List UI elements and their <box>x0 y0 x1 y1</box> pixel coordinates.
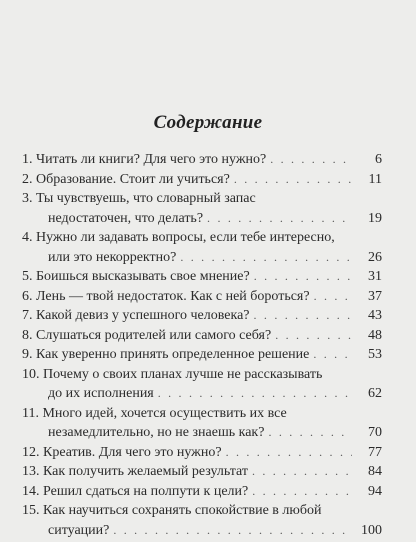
toc-entry[interactable] <box>22 289 382 309</box>
toc-entry-number: 7. <box>22 308 36 324</box>
dot-leader <box>252 464 352 479</box>
toc-entry-line <box>22 230 382 250</box>
toc-entry-line <box>22 289 382 309</box>
toc-entry-line <box>22 425 382 445</box>
toc-entry[interactable] <box>22 406 382 445</box>
toc-entry-number: 2. <box>22 172 36 188</box>
toc-page-number: 62 <box>356 386 382 402</box>
toc-entry[interactable] <box>22 328 382 348</box>
dot-leader <box>268 425 352 440</box>
toc-entry-title: Образование. Стоит ли учиться? <box>36 172 230 188</box>
dot-leader <box>158 386 352 401</box>
toc-entry-line <box>22 367 382 387</box>
toc-entry-title: Решил сдаться на полпути к цели? <box>43 484 248 500</box>
toc-page-number: 43 <box>356 308 382 324</box>
toc-entry-line <box>22 484 382 504</box>
toc-entry[interactable] <box>22 503 382 542</box>
show-through-text <box>0 0 416 110</box>
toc-entry-title: Ты чувствуешь, что словарный запас <box>36 191 256 207</box>
toc-entry[interactable] <box>22 172 382 192</box>
toc-page-number: 48 <box>356 328 382 344</box>
toc-entry[interactable] <box>22 308 382 328</box>
toc-entry-number: 13. <box>22 464 43 480</box>
toc-entry-line <box>22 250 382 270</box>
dot-leader <box>313 347 352 362</box>
dot-leader <box>314 289 352 304</box>
dot-leader <box>234 172 352 187</box>
toc-entry-line <box>22 211 382 231</box>
page-title: Содержание <box>0 112 416 134</box>
table-of-contents <box>22 152 382 542</box>
toc-entry[interactable] <box>22 484 382 504</box>
toc-entry-number: 11. <box>22 406 42 422</box>
toc-entry-line <box>22 347 382 367</box>
toc-page-number: 70 <box>356 425 382 441</box>
dot-leader <box>254 308 352 323</box>
toc-entry-title: недостаточен, что делать? <box>48 211 203 227</box>
toc-entry-title: Какой девиз у успешного человека? <box>36 308 250 324</box>
toc-entry-number: 4. <box>22 230 36 246</box>
toc-entry-number: 1. <box>22 152 36 168</box>
dot-leader <box>207 211 352 226</box>
toc-entry-title: Почему о своих планах лучше не рассказывать <box>43 367 322 383</box>
toc-page-number: 77 <box>356 445 382 461</box>
toc-entry[interactable] <box>22 367 382 406</box>
toc-entry-number: 12. <box>22 445 43 461</box>
toc-entry[interactable] <box>22 230 382 269</box>
dot-leader <box>226 445 352 460</box>
toc-entry-title: Боишься высказывать свое мнение? <box>36 269 250 285</box>
toc-entry-title: Как получить желаемый результат <box>43 464 248 480</box>
toc-entry-title: незамедлительно, но не знаешь как? <box>48 425 264 441</box>
toc-page-number: 37 <box>356 289 382 305</box>
toc-entry[interactable] <box>22 445 382 465</box>
toc-entry-title: Слушаться родителей или самого себя? <box>36 328 271 344</box>
toc-page-number: 11 <box>356 172 382 188</box>
dot-leader <box>254 269 352 284</box>
dot-leader <box>113 523 352 538</box>
toc-entry[interactable] <box>22 191 382 230</box>
toc-entry-number: 10. <box>22 367 43 383</box>
toc-entry-number: 3. <box>22 191 36 207</box>
dot-leader <box>180 250 352 265</box>
toc-entry[interactable] <box>22 464 382 484</box>
toc-page-number: 19 <box>356 211 382 227</box>
toc-entry-title: Как научиться сохранять спокойствие в любой <box>43 503 321 519</box>
toc-entry-number: 6. <box>22 289 36 305</box>
toc-entry[interactable] <box>22 152 382 172</box>
toc-entry-title: Как уверенно принять определенное решение <box>36 347 309 363</box>
toc-entry-line <box>22 523 382 542</box>
toc-entry-title: Нужно ли задавать вопросы, если тебе интересно, <box>36 230 335 246</box>
toc-entry-line <box>22 308 382 328</box>
toc-page-number: 31 <box>356 269 382 285</box>
toc-entry-line <box>22 328 382 348</box>
toc-page-number: 84 <box>356 464 382 480</box>
toc-entry-line <box>22 464 382 484</box>
toc-page-number: 6 <box>356 152 382 168</box>
toc-entry-line <box>22 152 382 172</box>
toc-entry-number: 9. <box>22 347 36 363</box>
toc-entry-line <box>22 191 382 211</box>
toc-entry-title: Много идей, хочется осуществить их все <box>42 406 286 422</box>
toc-page-number: 53 <box>356 347 382 363</box>
toc-page-number: 26 <box>356 250 382 266</box>
toc-entry[interactable] <box>22 269 382 289</box>
toc-entry-number: 5. <box>22 269 36 285</box>
toc-entry[interactable] <box>22 347 382 367</box>
toc-entry-line <box>22 269 382 289</box>
toc-entry-line <box>22 172 382 192</box>
toc-entry-number: 15. <box>22 503 43 519</box>
toc-entry-title: Креатив. Для чего это нужно? <box>43 445 222 461</box>
toc-page-number: 94 <box>356 484 382 500</box>
toc-entry-title: Лень — твой недостаток. Как с ней бороться? <box>36 289 310 305</box>
toc-entry-title: ситуации? <box>48 523 109 539</box>
dot-leader <box>270 152 352 167</box>
toc-entry-line <box>22 503 382 523</box>
toc-entry-number: 14. <box>22 484 43 500</box>
dot-leader <box>275 328 352 343</box>
toc-entry-number: 8. <box>22 328 36 344</box>
toc-entry-line <box>22 386 382 406</box>
toc-entry-title: или это некорректно? <box>48 250 176 266</box>
dot-leader <box>252 484 352 499</box>
toc-entry-line <box>22 406 382 426</box>
toc-entry-title: Читать ли книги? Для чего это нужно? <box>36 152 266 168</box>
toc-page-number: 100 <box>356 523 382 539</box>
toc-entry-line <box>22 445 382 465</box>
toc-entry-title: до их исполнения <box>48 386 154 402</box>
